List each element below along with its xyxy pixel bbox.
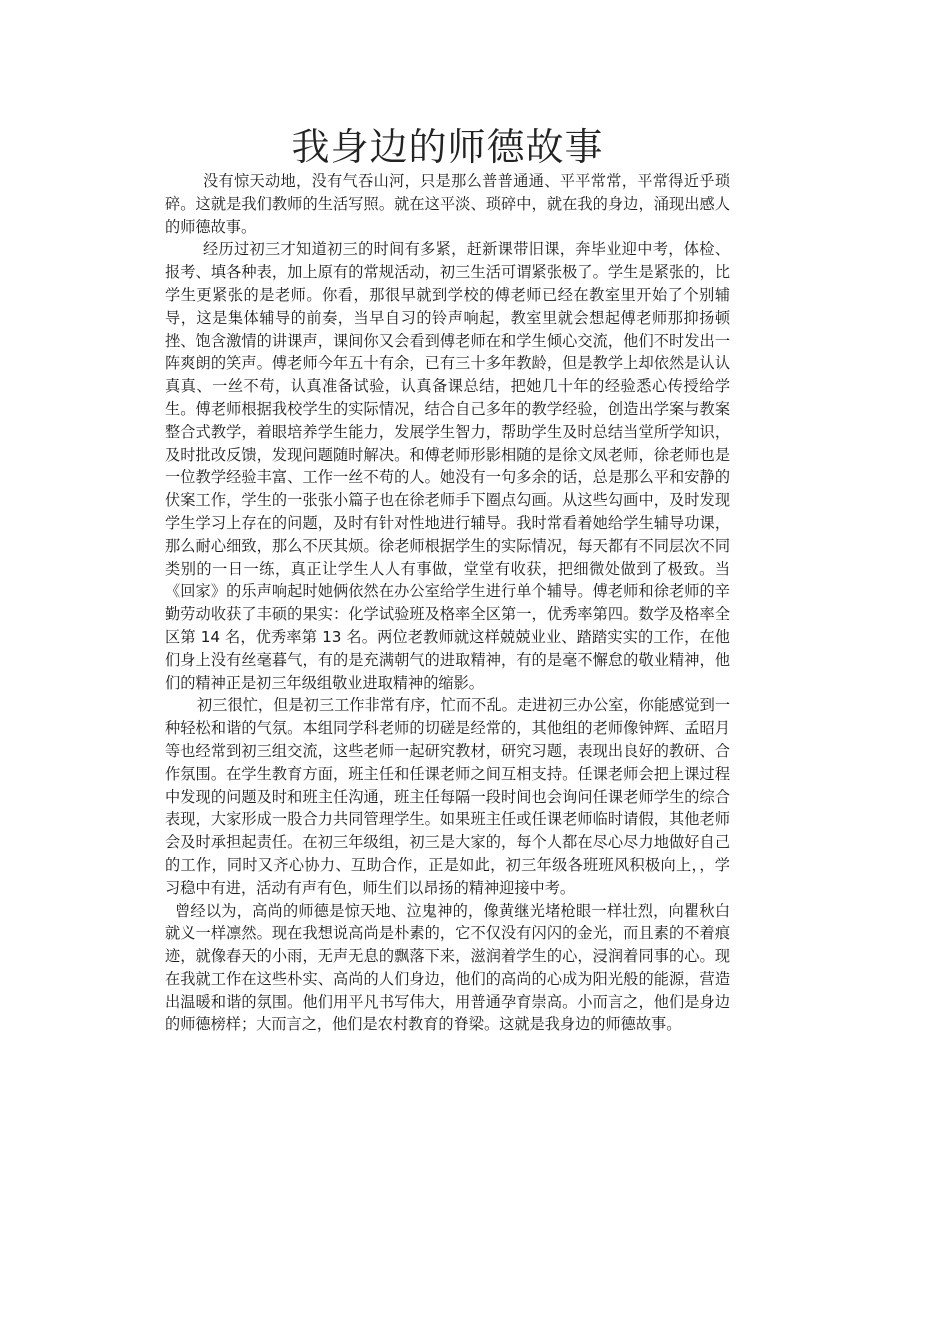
paragraph-grade-office: 初三很忙，但是初三工作非常有序，忙而不乱。走进初三办公室，你能感觉到一种轻松和谐的气氛。本组同学科老师的切磋是经常的，其他组的老师像钟辉、孟昭月等也经常到初三组交流，这些老师一起研究教材，研究习题，表现出良好的教研、合作氛围。在学生教育方面，班主任和任课老师之间互相支持。任课老师会把上课过程中发现的问题及时和班主任沟通，班主任每隔一段时间也会询问任课老师学生的综合表现，大家形成一股合力共同管理学生。如果班主任或任课老师临时请假，其他老师会及时承担起责任。在初三年级组，初三是大家的，每个人都在尽心尽力地做好自己的工作，同时又齐心协力、互助合作，正是如此，初三年级各班班风积极向上，，学习稳中有进，活动有声有色，师生们以昂扬的精神迎接中考。 [165,696,730,897]
document-body [165,170,730,1036]
paragraph-intro: 没有惊天动地，没有气吞山河，只是那么普普通通、平平常常，平常得近乎琐碎。这就是我们教师的生活写照。就在这平淡、琐碎中，就在我的身边，涌现出感人的师德故事。 [165,172,730,236]
paragraph-fu-xu-teachers: 经历过初三才知道初三的时间有多紧，赶新课带旧课，奔毕业迎中考，体检、报考、填各种表，加上原有的常规活动，初三生活可谓紧张极了。学生是紧张的，比学生更紧张的是老师。你看，那很早就到学校的傅老师已经在教室里开始了个别辅导，这是集体辅导的前奏，当早自习的铃声响起，教室里就会想起傅老师那抑扬顿挫、饱含激情的讲课声，课间你又会看到傅老师在和学生倾心交流，他们不时发出一阵爽朗的笑声。傅老师今年五十有余，已有三十多年教龄，但是教学上却依然是认认真真、一丝不苟，认真准备试验，认真备课总结，把她几十年的经验悉心传授给学生。傅老师根据我校学生的实际情况，结合自己多年的教学经验，创造出学案与教案整合式教学，着眼培养学生能力，发展学生智力，帮助学生及时总结当堂所学知识，及时批改反馈，发现问题随时解决。和傅老师形影相随的是徐文凤老师，徐老师也是一位教学经验丰富、工作一丝不苟的人。她没有一句多余的话，总是那么平和安静的伏案工作，学生的一张张小篇子也在徐老师手下圈点勾画。从这些勾画中，及时发现学生学习上存在的问题，及时有针对性地进行辅导。我时常看着她给学生辅导功课，那么耐心细致，那么不厌其烦。徐老师根据学生的实际情况，每天都有不同层次不同类别的一日一练，真正让学生人人有事做，堂堂有收获，把细微处做到了极致。当《回家》的乐声响起时她俩依然在办公室给学生进行单个辅导。傅老师和徐老师的辛勤劳动收获了丰硕的果实：化学试验班及格率全区第一，优秀率第四。数学及格率全区第 14 名，优秀率第 13 名。两位老教师就这样兢兢业业、踏踏实实的工作，在他们身上没有丝毫暮气，有的是充满朝气的进取精神，有的是毫不懈怠的敬业精神，他们的精神正是初三年级组敬业进取精神的缩影。 [165,240,730,692]
document-title: 我身边的师德故事 [291,125,604,169]
paragraph-conclusion: 曾经以为，高尚的师德是惊天地、泣鬼神的，像黄继光堵枪眼一样壮烈，向瞿秋白就义一样凛然。现在我想说高尚是朴素的，它不仅没有闪闪的金光，而且素的不着痕迹，就像春天的小雨，无声无息的飘落下来，滋润着学生的心，浸润着同事的心。现在我就工作在这些朴实、高尚的人们身边，他们的高尚的心成为阳光般的能源，营造出温暖和谐的氛围。他们用平凡书写伟大，用普通孕育崇高。小而言之，他们是身边的师德榜样；大而言之，他们是农村教育的脊梁。这就是我身边的师德故事。 [165,901,730,1034]
